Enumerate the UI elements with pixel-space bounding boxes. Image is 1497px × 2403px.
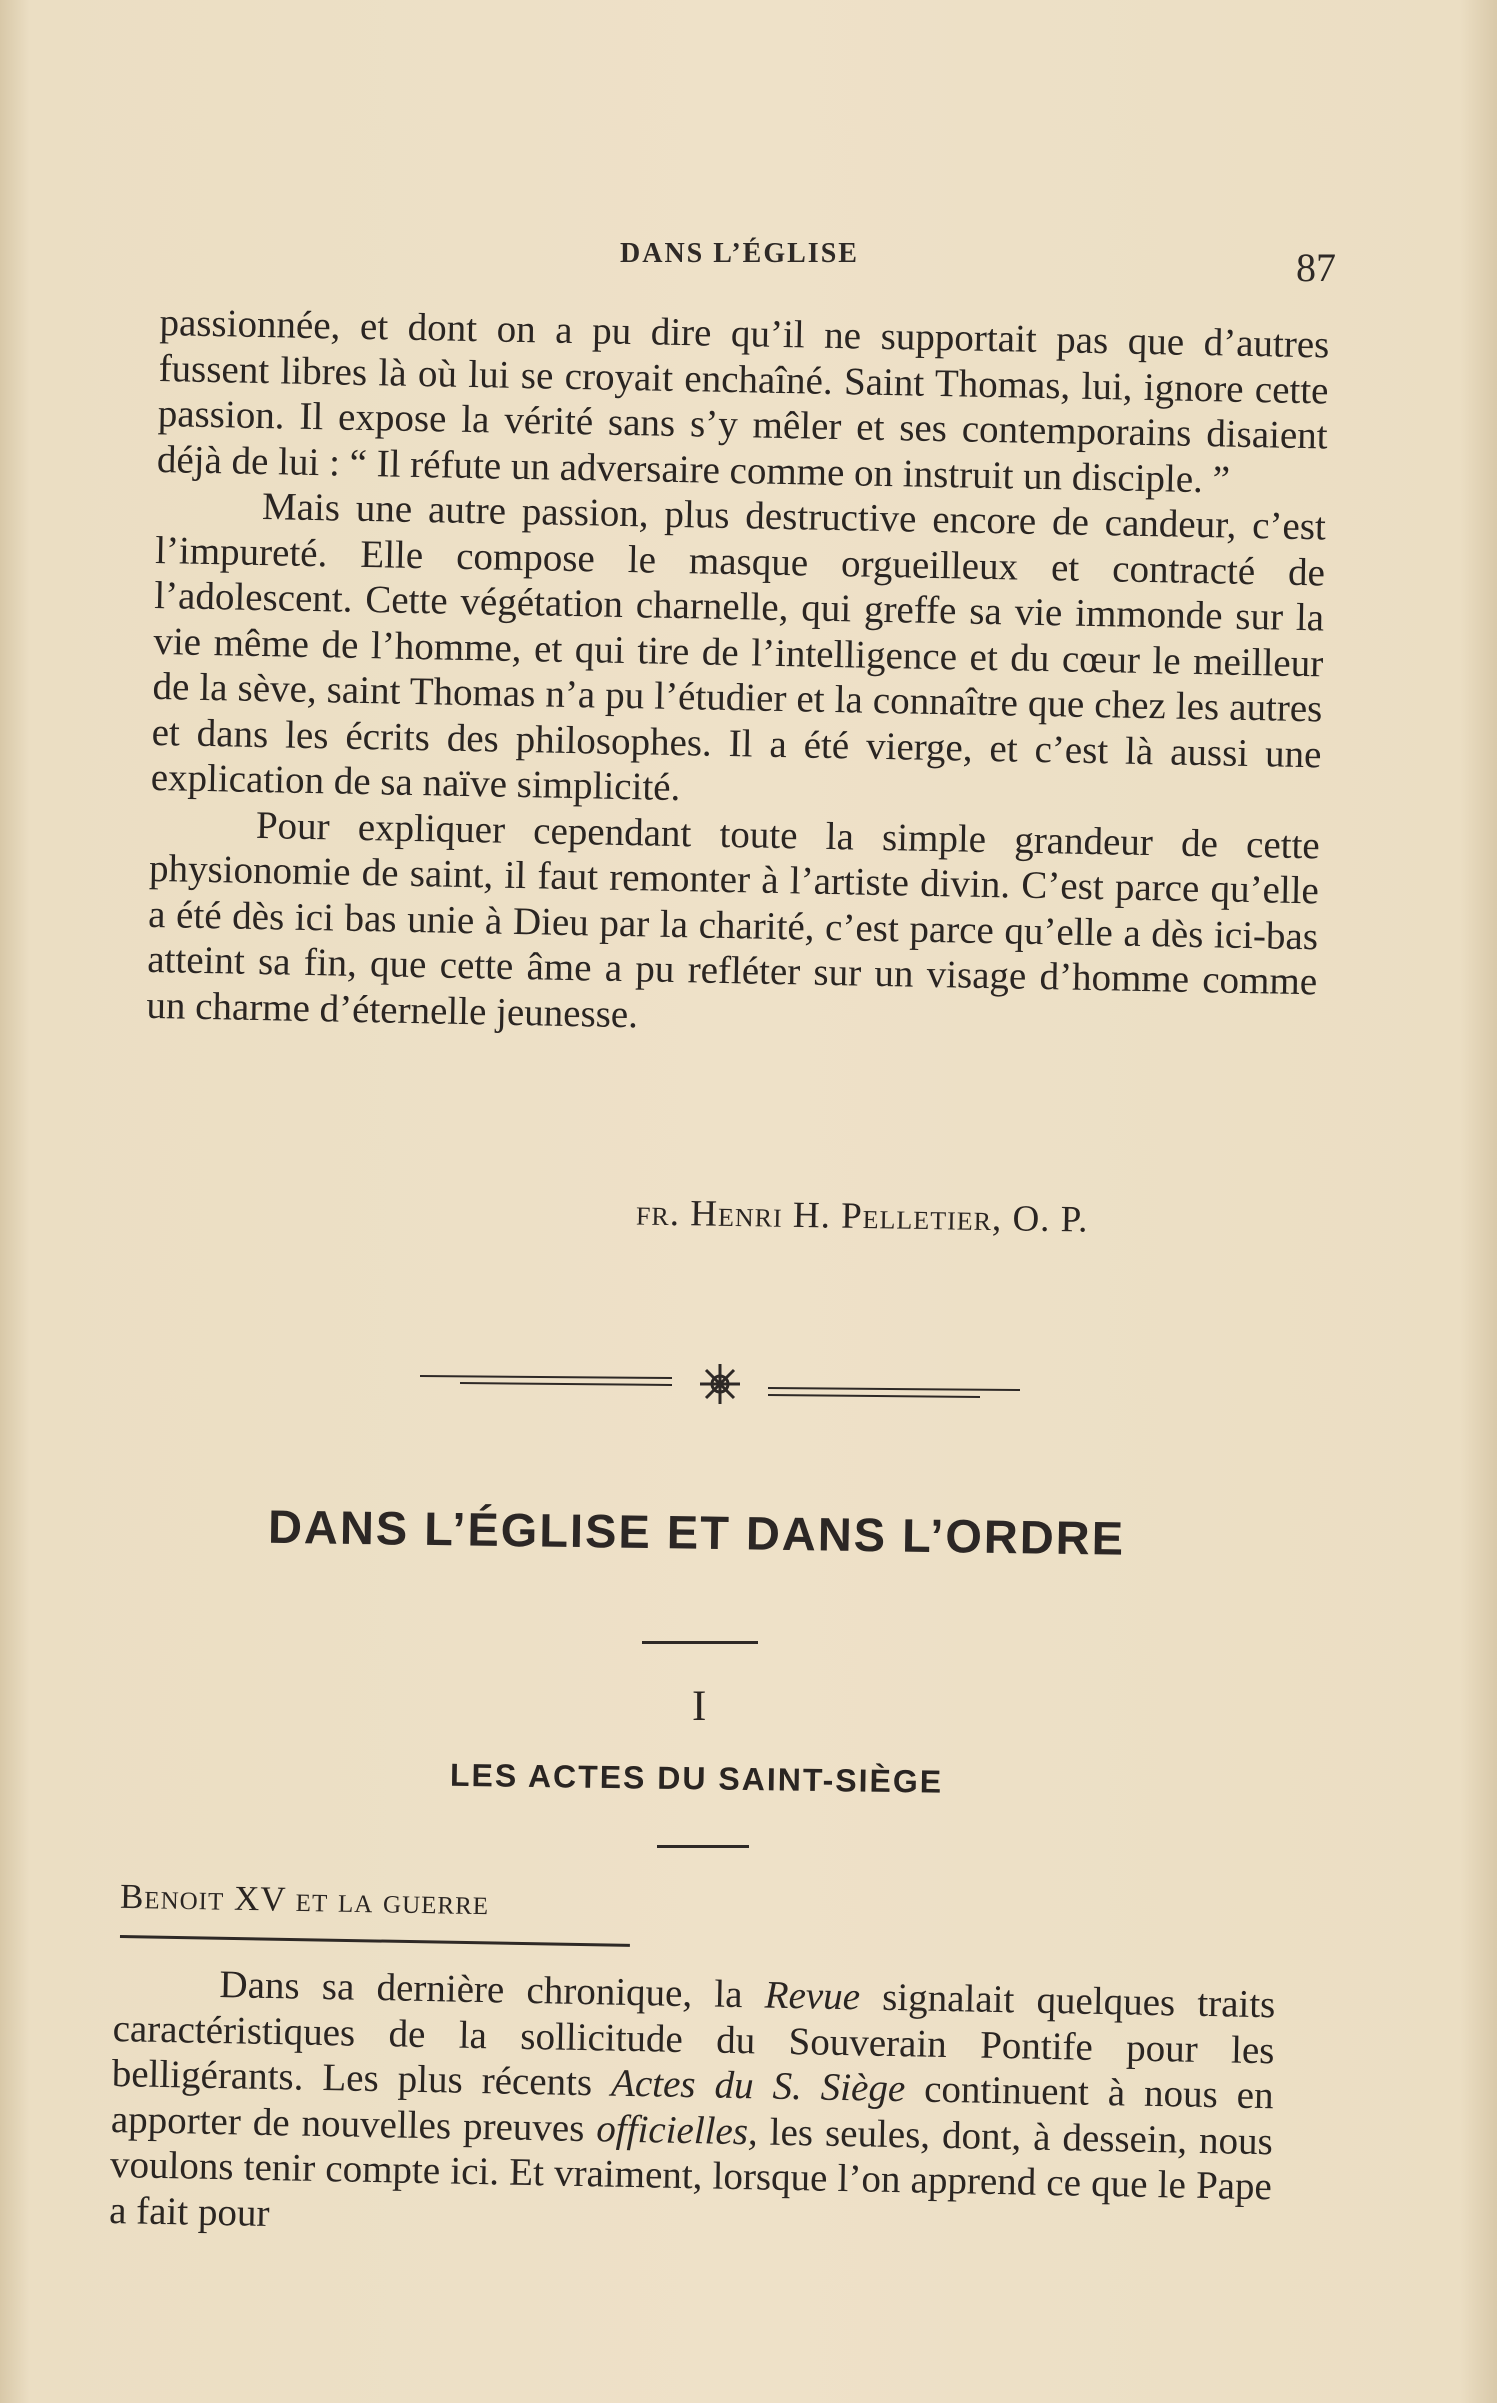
text-run: Dans sa dernière chronique, la	[219, 1963, 766, 2017]
paragraph: passionnée, et dont on a pu dire qu’il ne supportait pas que d’autres fussent libres là où lui se croyait enchaîné. Saint Thomas, lui, ignore cette passion. Il expose la vérité sans s’y mêler et ses contemporains disaient déjà de lui : “ Il réfute un adversaire comme on instruit un disciple. ”	[156, 300, 1330, 502]
italic-run: Actes du S. Siège	[610, 2061, 906, 2111]
text-run: signalait quelques traits caractéristiques de la sollicitude du Souverain Pontife pour les belligérants. Les plus récents	[111, 1975, 1276, 2105]
ornament-divider	[420, 1352, 1020, 1412]
paragraph: Pour expliquer cependant toute la simple grandeur de cette physionomie de saint, il faut remonter à l’artiste divin. C’est parce qu’elle a été dès ici bas unie à Dieu par la charité, c’est parce qu’elle a dès ici-bas atteint sa fin, que cette âme a pu refléter sur un visage d’homme comme un charme d’éternelle jeunesse.	[146, 803, 1321, 1036]
paragraph: Mais une autre passion, plus destructive encore de candeur, c’est l’impureté. Elle compose le masque orgueilleux et contracté de l’adolescent. Cette végétation charnelle, qui greffe sa vie immonde sur la vie même de l’homme, et qui tire de l’intelligence et du cœur le meilleur de la sève, saint Thomas n’a pu l’étudier et la connaître que chez les autres et dans les écrits des philosophes. Il a été vierge, et c’est là aussi une explication de sa naïve simplicité.	[150, 485, 1327, 810]
article-heading: Benoit XV et la guerre	[119, 1876, 490, 1923]
divider-rule	[642, 1641, 758, 1644]
subsection-title: LES ACTES DU SAINT-SIÈGE	[449, 1756, 944, 1800]
second-article-body	[109, 1960, 1276, 2255]
italic-run: Revue	[764, 1973, 861, 2019]
heading-underline	[120, 1935, 630, 1947]
running-head: DANS L’ÉGLISE	[620, 238, 859, 269]
italic-run: officielles,	[595, 2106, 759, 2153]
page-number: 87	[1296, 245, 1336, 290]
first-article-body	[146, 300, 1330, 1050]
divider-rule	[657, 1845, 749, 1848]
paragraph	[109, 1960, 1276, 2255]
text-run: les seules, dont, à dessein, nous voulons tenir compte ici. Et vraiment, lorsque l’on apprend ce que le Pape a fait pour	[108, 2109, 1274, 2235]
text-run: continuent à nous en apporter de nouvelles preuves	[110, 2067, 1275, 2150]
section-title: DANS L’ÉGLISE ET DANS L’ORDRE	[267, 1499, 1126, 1565]
section-number: I	[692, 1683, 707, 1730]
author-signature: fr. Henri H. Pelletier, O. P.	[635, 1192, 1089, 1241]
